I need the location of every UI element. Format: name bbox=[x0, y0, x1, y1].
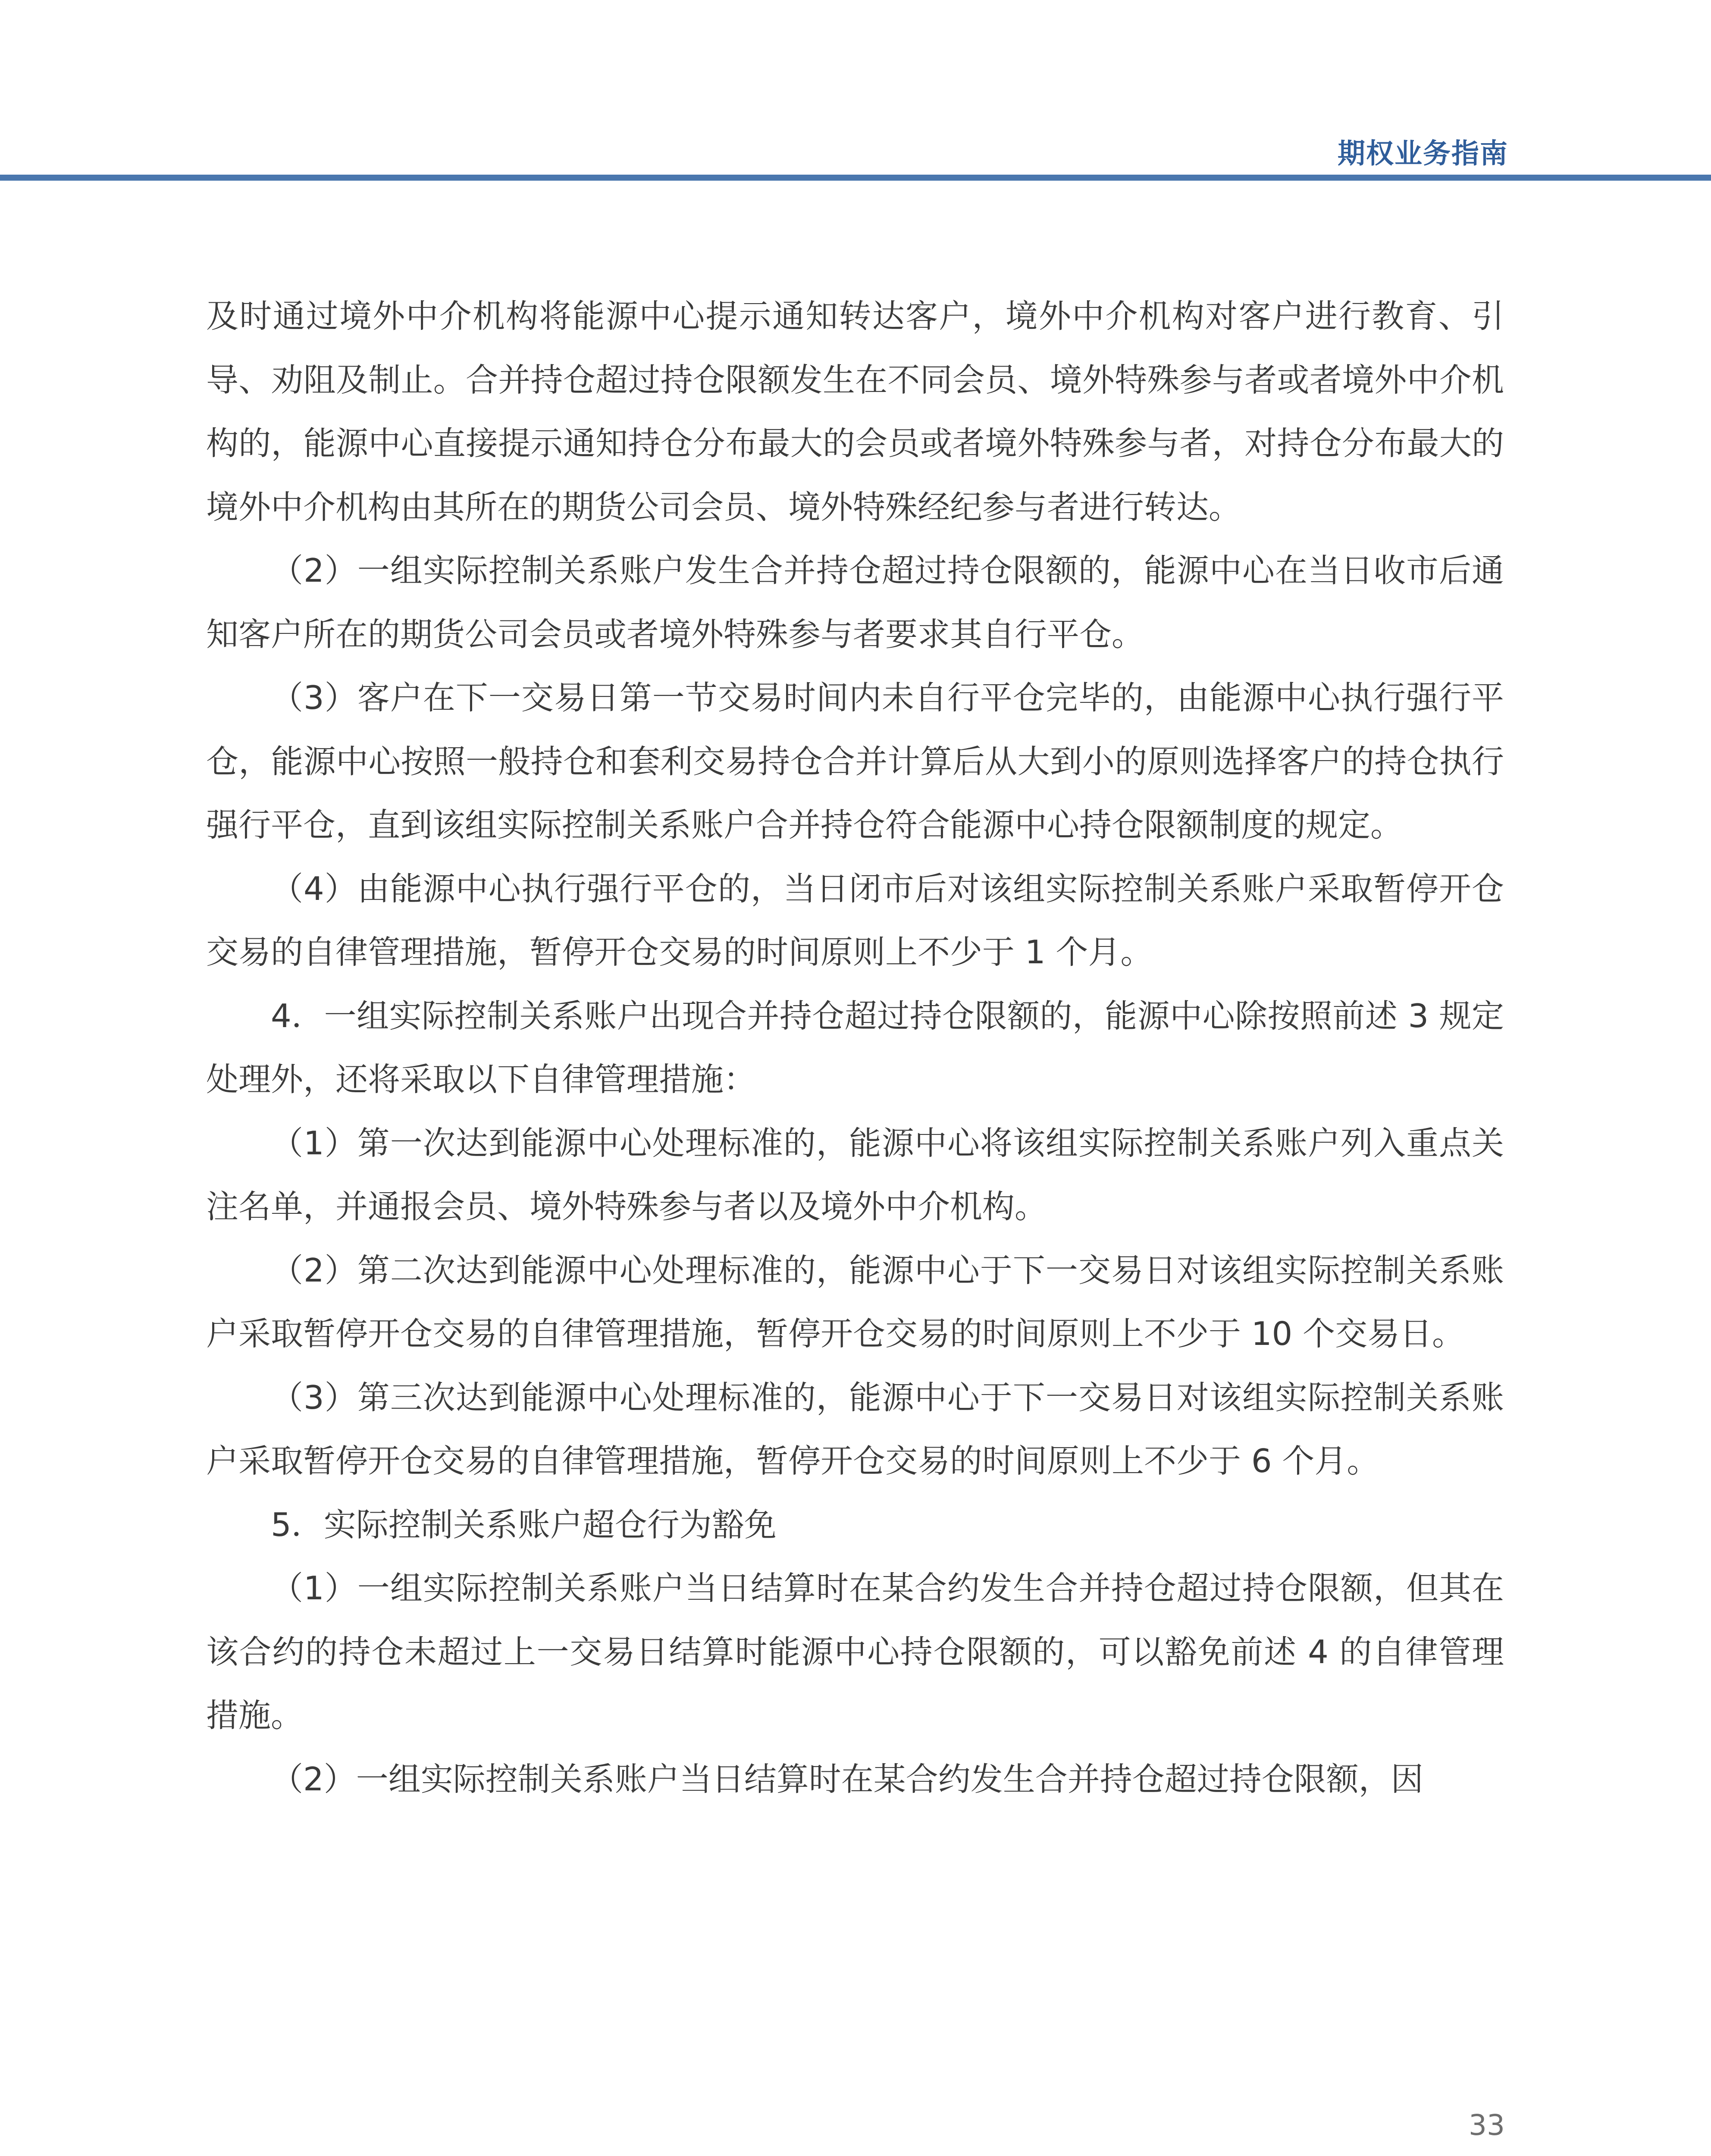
header-title: 期权业务指南 bbox=[1338, 138, 1508, 170]
body-text bbox=[206, 285, 1504, 1811]
paragraph: 4．一组实际控制关系账户出现合并持仓超过持仓限额的，能源中心除按照前述 3 规定处理外，还将采取以下自律管理措施： bbox=[206, 997, 1504, 1098]
paragraph: （4）由能源中心执行强行平仓的，当日闭市后对该组实际控制关系账户采取暂停开仓交易的自律管理措施，暂停开仓交易的时间原则上不少于 1 个月。 bbox=[206, 869, 1504, 971]
paragraph: （2）一组实际控制关系账户发生合并持仓超过持仓限额的，能源中心在当日收市后通知客户所在的期货公司会员或者境外特殊参与者要求其自行平仓。 bbox=[206, 552, 1504, 653]
page-number: 33 bbox=[1469, 2109, 1505, 2142]
header-divider bbox=[0, 175, 1711, 181]
paragraph: （1）第一次达到能源中心处理标准的，能源中心将该组实际控制关系账户列入重点关注名单，并通报会员、境外特殊参与者以及境外中介机构。 bbox=[206, 1124, 1504, 1225]
paragraph: （2）一组实际控制关系账户当日结算时在某合约发生合并持仓超过持仓限额，因 bbox=[271, 1760, 1423, 1798]
paragraph: 及时通过境外中介机构将能源中心提示通知转达客户，境外中介机构对客户进行教育、引导、劝阻及制止。合并持仓超过持仓限额发生在不同会员、境外特殊参与者或者境外中介机构的，能源中心直接提示通知持仓分布最大的会员或者境外特殊参与者，对持仓分布最大的境外中介机构由其所在的期货公司会员、境外特殊经纪参与者进行转达。 bbox=[206, 297, 1504, 526]
paragraph: （3）第三次达到能源中心处理标准的，能源中心于下一交易日对该组实际控制关系账户采取暂停开仓交易的自律管理措施，暂停开仓交易的时间原则上不少于 6 个月。 bbox=[206, 1378, 1504, 1480]
paragraph: （3）客户在下一交易日第一节交易时间内未自行平仓完毕的，由能源中心执行强行平仓，能源中心按照一般持仓和套利交易持仓合并计算后从大到小的原则选择客户的持仓执行强行平仓，直到该组实际控制关系账户合并持仓符合能源中心持仓限额制度的规定。 bbox=[206, 679, 1504, 844]
paragraph: 5．实际控制关系账户超仓行为豁免 bbox=[271, 1505, 777, 1544]
paragraph: （2）第二次达到能源中心处理标准的，能源中心于下一交易日对该组实际控制关系账户采取暂停开仓交易的自律管理措施，暂停开仓交易的时间原则上不少于 10 个交易日。 bbox=[206, 1251, 1504, 1353]
paragraph: （1）一组实际控制关系账户当日结算时在某合约发生合并持仓超过持仓限额，但其在该合约的持仓未超过上一交易日结算时能源中心持仓限额的，可以豁免前述 4 的自律管理措施。 bbox=[206, 1569, 1504, 1734]
